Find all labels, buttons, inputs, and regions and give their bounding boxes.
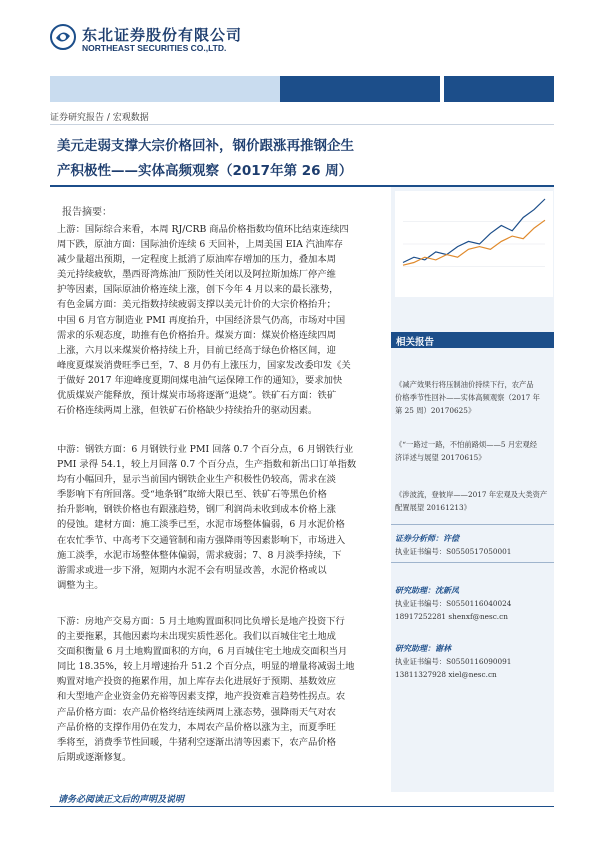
paragraph-downstream [57,614,373,765]
related-report-line: 《涉波流，登彼岸——2017 年宏观及大类资产 [395,490,548,499]
text-line: 交面积衡量 6 月土地购置面积的方向，6 月百城住宅土地成交面积当月 [57,646,348,658]
header-bar [50,76,554,102]
text-line: 的主要拖累，其他因素均未出现实质性恶化。我们以百城住宅土地成 [57,631,336,643]
text-line: PMI 录得 54.1，较上月回落 0.7 个百分点，生产指数和新出口订单指数 [57,459,357,471]
text-line: 产品价格方面：农产品价格终结连续两周上涨态势，强降雨天气对农 [57,706,336,718]
text-line: 均有小幅回升，显示当前国内钢铁企业生产积极性仍较高，需求在淡 [57,474,336,486]
paragraph-upstream [57,222,373,418]
text-line: 周下跌，原油方面：国际油价连续 6 天回补，上周美国 EIA 汽油库存 [57,239,343,251]
footer-divider [50,806,554,807]
mini-line-chart [395,191,553,297]
related-report-line: 《减产效果行将压制油价持续下行，农产品 [395,380,534,389]
text-line: 同比 18.35%，较上月增速抬升 51.2 个百分点，明显的增量将减弱土地 [57,661,355,673]
text-line: 和大型地产企业资金仍充裕等因素支撑，地产投资难言趋势性拐点。农 [57,691,346,703]
analyst-contact[interactable]: 13811327928 xiel@nesc.cn [395,670,497,679]
text-line: 优质煤炭产能释放，预计煤炭市场将逐渐“退烧”。铁矿石方面：铁矿 [57,390,337,402]
analyst-line: 执业证书编号：S0550517050001 [395,547,512,556]
analyst-role: 研究助理： [395,585,435,595]
text-line: 有色金属方面：美元指数持续疲弱支撑以美元计价的大宗价格抬升； [57,299,336,311]
text-line: 后期或逐渐修复。 [57,751,132,763]
text-line: 的侵蚀。建材方面：施工淡季已至，水泥市场整体偏弱，6 月水泥价格 [57,519,345,531]
related-report-line: 价格季节性回补——实体高频观察（2017 年 [395,393,540,402]
abstract-label: 报告摘要： [62,207,112,218]
analyst-block [395,532,511,558]
title-line: 产积极性——实体高频观察（2017年第 26 周） [57,163,353,179]
header-bar-separator [440,76,444,102]
analyst-name: 许偿 [443,533,459,543]
analyst-block [395,642,511,681]
company-name-cn: 东北证券股份有限公司 [82,26,243,44]
text-line: 中游：钢铁方面：6 月钢铁行业 PMI 回落 0.7 个百分点，6 月钢铁行业 [57,444,354,455]
title-line: 美元走弱支撑大宗价格回补，钢价跟涨再推钢企生 [57,138,354,154]
header-bar-light [50,76,280,102]
text-line: 美元持续疲软，墨西哥湾炼油厂预防性关闭以及阿拉斯加炼厂停产维 [57,269,336,281]
text-line: 游需求或进一步下滑，短期内水泥不会有明显改善，水泥价格或以 [57,564,327,576]
header-bar-dark [280,76,554,102]
text-line: 下游：房地产交易方面：5 月土地购置面积同比负增长是地产投资下行 [57,616,345,627]
analyst-contact[interactable]: 18917252281 shenxf@nesc.cn [395,612,508,621]
paragraph-midstream [57,442,373,593]
text-line: 抬升影响，钢铁价格也有跟涨趋势，钢厂利润尚未收到成本价格上涨 [57,504,336,516]
related-report-line: 济详述与展望 20170615》 [395,453,486,462]
text-line: 于做好 2017 年迎峰度夏期间煤电油气运保障工作的通知》，要求加快 [57,374,343,386]
text-line: 在农忙季节、中高考下交通管制和南方强降雨等因素影响下，市场进入 [57,534,346,546]
footer-disclaimer[interactable]: 请务必阅读正文后的声明及说明 [58,795,185,805]
text-line: 石价格连续两周上涨，但铁矿石价格缺少持续抬升的驱动因素。 [57,405,318,417]
text-line: 护等因素，国际原油价格连续上涨，创下今年 4 月以来的最长涨势， [57,284,339,296]
company-logo [50,24,76,50]
analyst-line: 执业证书编号：S0550116090091 [395,657,512,666]
analyst-name: 谢林 [435,643,451,653]
page-title [57,134,354,184]
analyst-name: 沈新凤 [435,585,459,595]
divider [50,124,554,125]
breadcrumb: 证券研究报告 / 宏观数据 [50,113,149,123]
analyst-role: 研究助理： [395,643,435,653]
report-type: 证券研究报告 [290,9,369,24]
related-reports-title: 相关报告 [396,337,435,348]
related-report-line: 第 25 周）20170625》 [395,406,476,415]
related-report-line: 《“一路过一路，不怕前路烦——5 月宏观经 [395,440,538,449]
text-line: 中国 6 月官方制造业 PMI 再度抬升，中国经济景气仍高，市场对中国 [57,314,346,326]
text-line: 季将至，消费季节性回暖，牛猪利空逐渐出清等因素下，农产品价格 [57,736,336,748]
related-report-item[interactable] [395,438,537,464]
text-line: 施工淡季，水泥市场整体整体偏弱，需求疲弱；7、8 月淡季持续，下 [57,549,342,561]
related-report-item[interactable] [395,488,547,514]
company-name-en: NORTHEAST SECURITIES CO.,LTD. [82,43,227,53]
related-report-item[interactable] [395,378,540,417]
sidebar-divider [391,524,554,525]
text-line: 调整为主。 [57,579,104,591]
text-line: 峰度夏煤炭消费旺季已至，7、8 月仍有上涨压力，国家发改委印发《关 [57,359,351,371]
related-report-line: 配置展望 20161213》 [395,503,471,512]
text-line: 上游：国际综合来看，本周 RJ/CRB 商品价格指数均值环比结束连续四 [57,224,349,235]
chart-series-line-0 [403,199,545,263]
text-line: 上涨，六月以来煤炭价格持续上升，目前已经高于绿色价格区间，迎 [57,344,336,356]
analyst-block [395,584,511,623]
text-line: 减少量超出预期，一定程度上抵消了原油库存增加的压力，叠加本周 [57,254,336,266]
text-line: 产品价格的支撑作用仍在发力，本周农产品价格以涨为主，而夏季旺 [57,721,336,733]
publish-time: 发布时间：2017-7-3 [426,9,557,24]
sidebar-divider [391,562,554,563]
analyst-role: 证券分析师： [395,533,443,543]
text-line: 购置对地产投资的拖累作用，加上库存去化进展好于预期、基数效应 [57,676,336,688]
text-line: 季影响下有所回落。受“地条钢”取缔大限已至、铁矿石等黑色价格 [57,489,327,501]
analyst-line: 执业证书编号：S0550116040024 [395,599,512,608]
text-line: 需求的乐观态度，助推有色价格抬升。煤炭方面：煤炭价格连续四周 [57,329,336,341]
